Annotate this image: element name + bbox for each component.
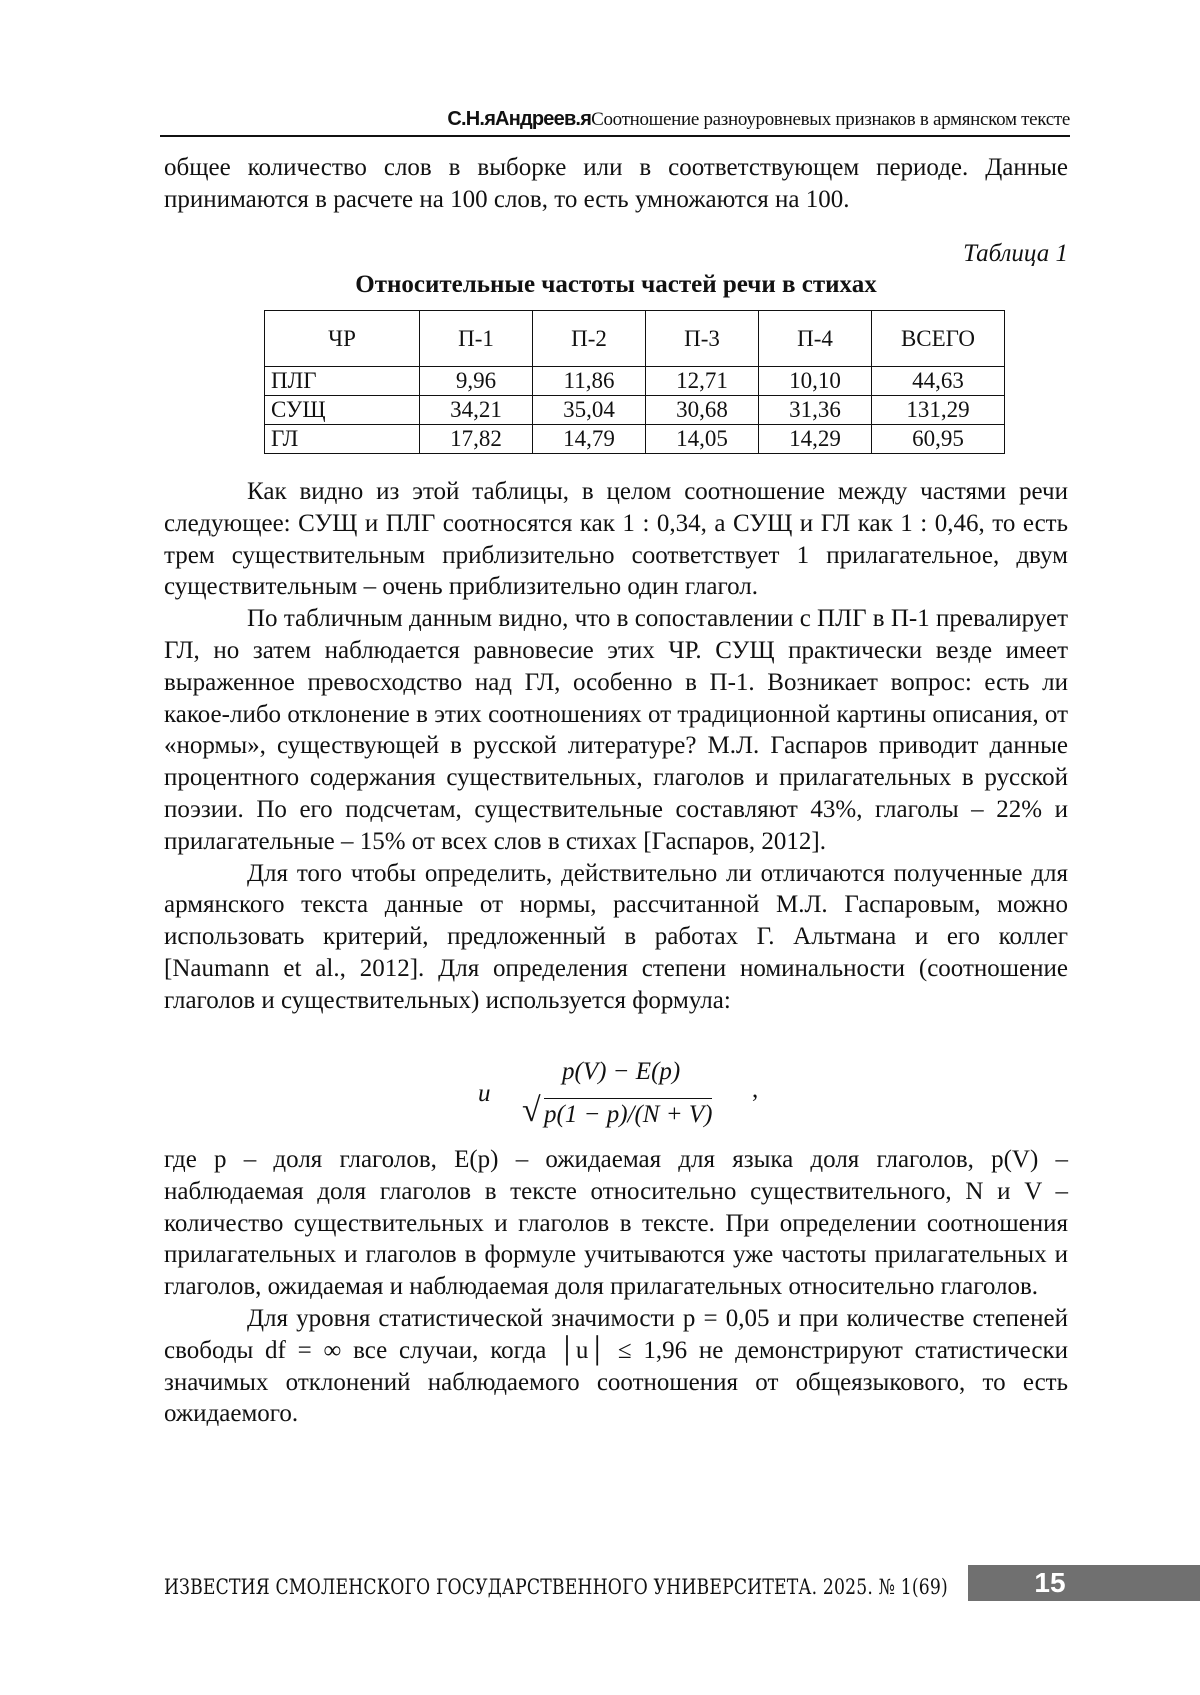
table-cell: 12,71 (646, 367, 759, 396)
paragraph-4: где p – доля глаголов, E(p) – ожидаемая для языка доля глаголов, p(V) – наблюдаемая доля глаголов в тексте относительно существительного, N и V – количество существительных и глаголов в тексте. При определении соотношения прилагательных и глаголов в формуле учитываются уже частоты прилагательных и глаголов, ожидаемая и наблюдаемая доля прилагательных относительно глаголов. (164, 1146, 1068, 1301)
table-header-cell: П-4 (759, 311, 872, 367)
formula-lhs: u (478, 1080, 491, 1107)
table-cell: 14,05 (646, 425, 759, 454)
frequency-table (264, 310, 1005, 454)
paragraph-5: Для уровня статистической значимости p = 0,05 и при количестве степеней свободы df = ∞ все случаи, когда │u│ ≤ 1,96 не демонстрируют статистически значимых отклонений наблюдаемого соотношения от общеязыкового, то есть ожидаемого. (164, 1304, 1068, 1428)
paragraph-3: Для того чтобы определить, действительно ли отличаются полученные для армянского текста данные от нормы, рассчитанной М.Л. Гаспаровым, можно использовать критерий, предложенный в работах Г. Альтмана и его коллег [Naumann et al., 2012]. Для определения степени номинальности (соотношение глаголов и существительных) используется формула: (164, 859, 1068, 1014)
intro-paragraph (164, 152, 1068, 216)
intro-text: общее количество слов в выборке или в соответствующем периоде. Данные принимаются в расчете на 100 слов, то есть умножаются на 100. (164, 154, 1068, 213)
table-cell: 34,21 (420, 396, 533, 425)
formula-numerator: p(V) − E(p) (562, 1058, 681, 1085)
table-label: Таблица 1 (963, 240, 1068, 267)
table-cell: 60,95 (872, 425, 1005, 454)
table-header-row (265, 311, 1005, 367)
table-cell: 131,29 (872, 396, 1005, 425)
table-header-cell: ЧР (265, 311, 420, 367)
journal-footer: ИЗВЕСТИЯ СМОЛЕНСКОГО ГОСУДАРСТВЕННОГО УНИВЕРСИТЕТА. 2025. № 1(69) (164, 1575, 948, 1599)
table-cell: 11,86 (533, 367, 646, 396)
table-header-cell: П-3 (646, 311, 759, 367)
formula-denominator: p(1 − p)/(N + V) (544, 1098, 712, 1129)
table-header-cell: П-2 (533, 311, 646, 367)
table-cell: 9,96 (420, 367, 533, 396)
running-head (160, 108, 1070, 131)
header-rule (160, 135, 1070, 137)
table-cell: 14,29 (759, 425, 872, 454)
body-text-lower (164, 1144, 1068, 1430)
page-number: 15 (1034, 1567, 1066, 1598)
table-header-cell: П-1 (420, 311, 533, 367)
paragraph-2: По табличным данным видно, что в сопоставлении с ПЛГ в П-1 превалирует ГЛ, но затем наблюдается равновесие этих ЧР. СУЩ практически везде имеет выраженное превосходство над ГЛ, особенно в П-1. Возникает вопрос: есть ли какое-либо отклонение в этих соотношениях от традиционной картины описания, от «нормы», существующей в русской литературе? М.Л. Гаспаров приводит данные процентного содержания существительных, глаголов и прилагательных в русской поэзии. По его подсчетам, существительные составляют 43%, глаголы – 22% и прилагательные – 15% от всех слов в стихах [Гаспаров, 2012]. (164, 605, 1068, 855)
body-text-upper (164, 476, 1068, 1017)
table-cell: 31,36 (759, 396, 872, 425)
table-row (265, 367, 1005, 396)
formula-comma: , (752, 1076, 759, 1103)
table-cell: 30,68 (646, 396, 759, 425)
table-cell: 14,79 (533, 425, 646, 454)
paragraph-1: Как видно из этой таблицы, в целом соотношение между частями речи следующее: СУЩ и ПЛГ соотносятся как 1 : 0,34, а СУЩ и ГЛ как 1 : 0,46, то есть трем существительным приблизительно соответствует 1 прилагательное, двум существительным – очень приблизительно один глагол. (164, 478, 1068, 601)
table-cell: ГЛ (265, 425, 420, 454)
table-title: Относительные частоты частей речи в стихах (355, 271, 877, 298)
table-cell: 10,10 (759, 367, 872, 396)
formula (470, 1058, 770, 1140)
table-cell: 44,63 (872, 367, 1005, 396)
running-head-title: Соотношение разноуровневых признаков в армянском тексте (591, 109, 1070, 130)
table-cell: 17,82 (420, 425, 533, 454)
table-row (265, 425, 1005, 454)
table-cell: СУЩ (265, 396, 420, 425)
table-row (265, 396, 1005, 425)
sqrt-icon: √ (522, 1092, 541, 1129)
table-cell: ПЛГ (265, 367, 420, 396)
table-cell: 35,04 (533, 396, 646, 425)
table-header-cell: ВСЕГО (872, 311, 1005, 367)
running-head-author: С.Н.яАндреев.я (447, 108, 592, 130)
page-number-box (968, 1565, 1200, 1601)
